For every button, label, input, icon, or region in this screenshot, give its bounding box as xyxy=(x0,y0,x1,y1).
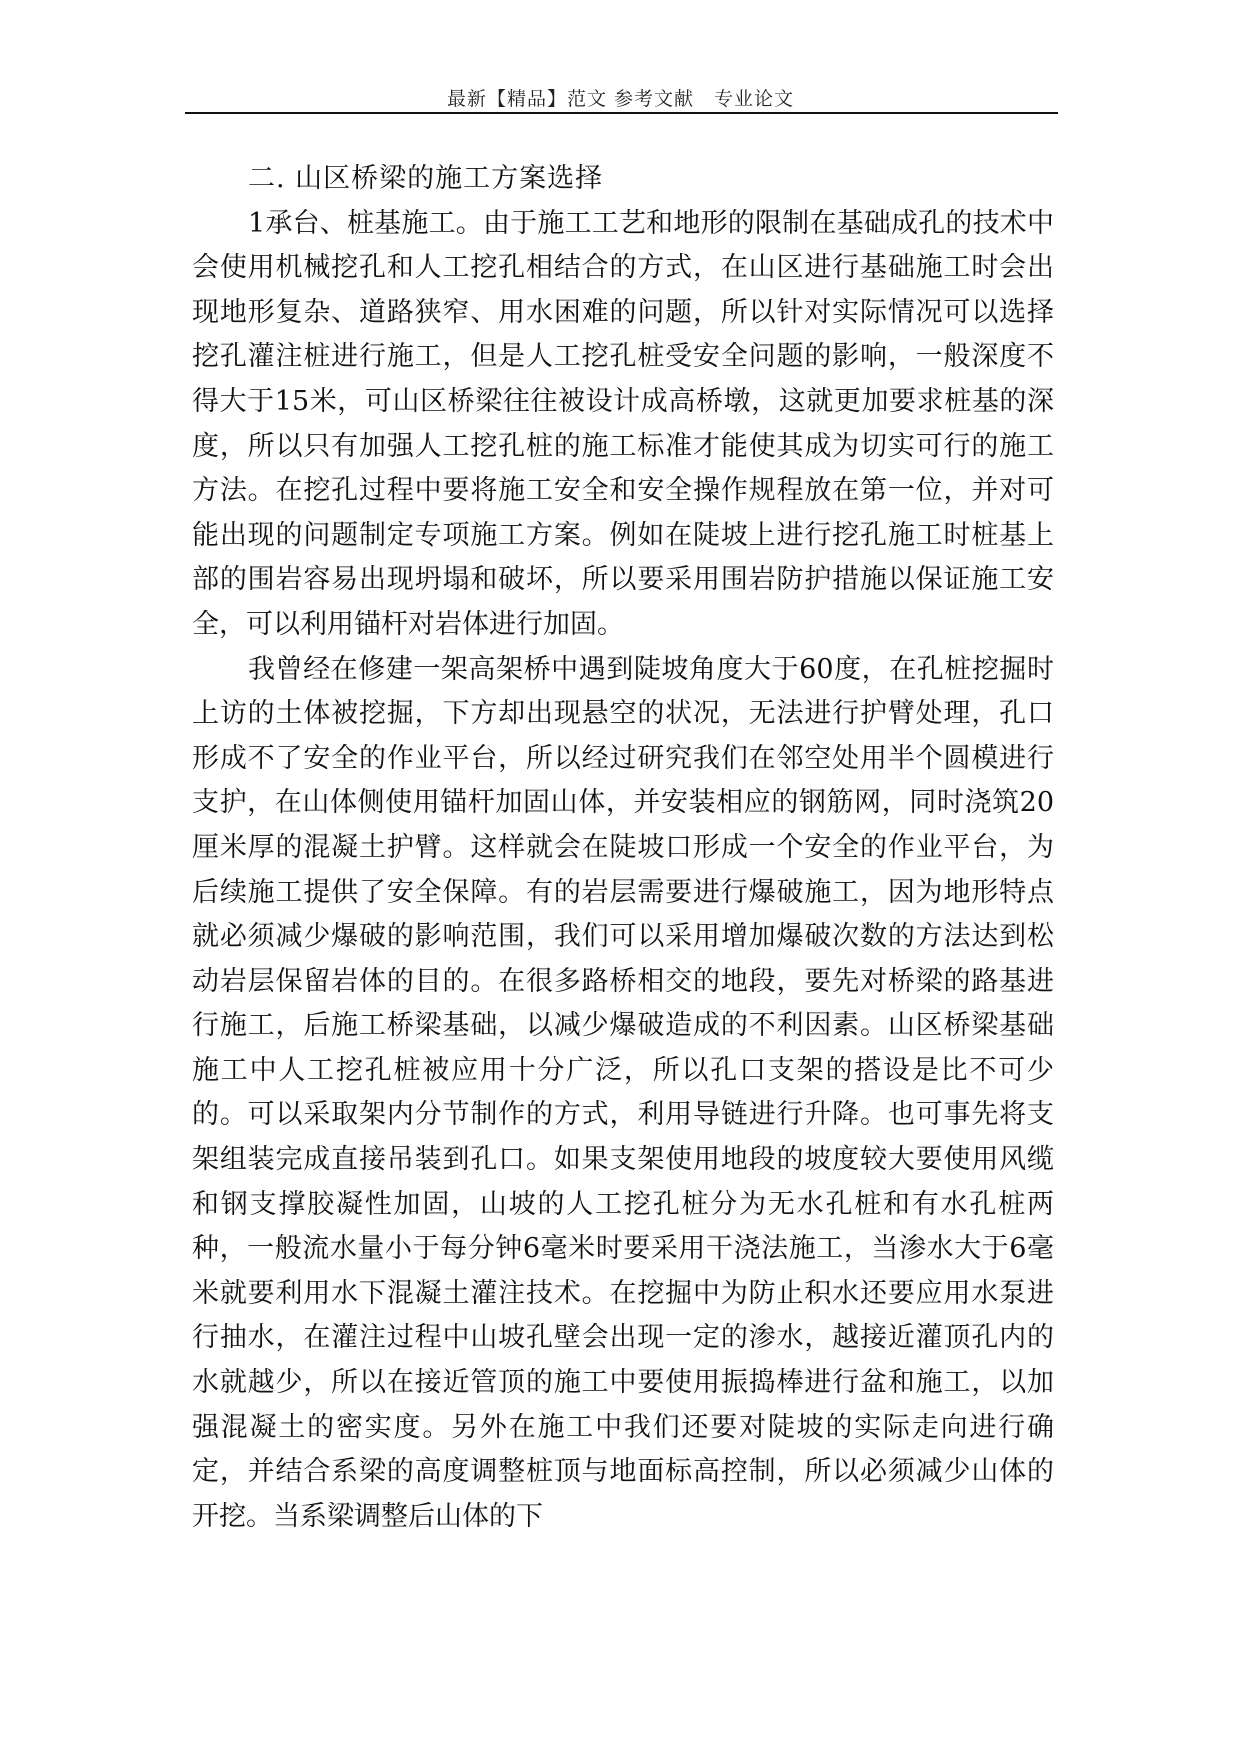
document-body xyxy=(192,157,1054,1539)
section-heading: 二. 山区桥梁的施工方案选择 xyxy=(248,163,604,194)
paragraph: 1承台、桩基施工。由于施工工艺和地形的限制在基础成孔的技术中会使用机械挖孔和人工挖孔相结合的方式，在山区进行基础施工时会出现地形复杂、道路狭窄、用水困难的问题，所以针对实际情况可以选择挖孔灌注桩进行施工，但是人工挖孔桩受安全问题的影响，一般深度不得大于15米，可山区桥梁往往被设计成高桥墩，这就更加要求桩基的深度，所以只有加强人工挖孔桩的施工标准才能使其成为切实可行的施工方法。在挖孔过程中要将施工安全和安全操作规程放在第一位，并对可能出现的问题制定专项施工方案。例如在陡坡上进行挖孔施工时桩基上部的围岩容易出现坍塌和破坏，所以要采用围岩防护措施以保证施工安全，可以利用锚杆对岩体进行加固。 xyxy=(192,207,1054,640)
header-divider xyxy=(185,112,1058,114)
paragraph: 我曾经在修建一架高架桥中遇到陡坡角度大于60度，在孔桩挖掘时上访的土体被挖掘，下方却出现悬空的状况，无法进行护臂处理，孔口形成不了安全的作业平台，所以经过研究我们在邻空处用半个圆模进行支护，在山体侧使用锚杆加固山体，并安装相应的钢筋网，同时浇筑20厘米厚的混凝土护臂。这样就会在陡坡口形成一个安全的作业平台，为后续施工提供了安全保障。有的岩层需要进行爆破施工，因为地形特点就必须减少爆破的影响范围，我们可以采用增加爆破次数的方法达到松动岩层保留岩体的目的。在很多路桥相交的地段，要先对桥梁的路基进行施工，后施工桥梁基础，以减少爆破造成的不利因素。山区桥梁基础施工中人工挖孔桩被应用十分广泛，所以孔口支架的搭设是比不可少的。可以采取架内分节制作的方式，利用导链进行升降。也可事先将支架组装完成直接吊装到孔口。如果支架使用地段的坡度较大要使用风缆和钢支撑胶凝性加固，山坡的人工挖孔桩分为无水孔桩和有水孔桩两种，一般流水量小于每分钟6毫米时要采用干浇法施工，当渗水大于6毫米就要利用水下混凝土灌注技术。在挖掘中为防止积水还要应用水泵进行抽水，在灌注过程中山坡孔壁会出现一定的渗水，越接近灌顶孔内的水就越少，所以在接近管顶的施工中要使用振捣棒进行盆和施工，以加强混凝土的密实度。另外在施工中我们还要对陡坡的实际走向进行确定，并结合系梁的高度调整桩顶与地面标高控制，所以必须减少山体的开挖。当系梁调整后山体的下 xyxy=(192,653,1054,1532)
page-header: 最新【精品】范文 参考文献 专业论文 xyxy=(446,88,795,110)
